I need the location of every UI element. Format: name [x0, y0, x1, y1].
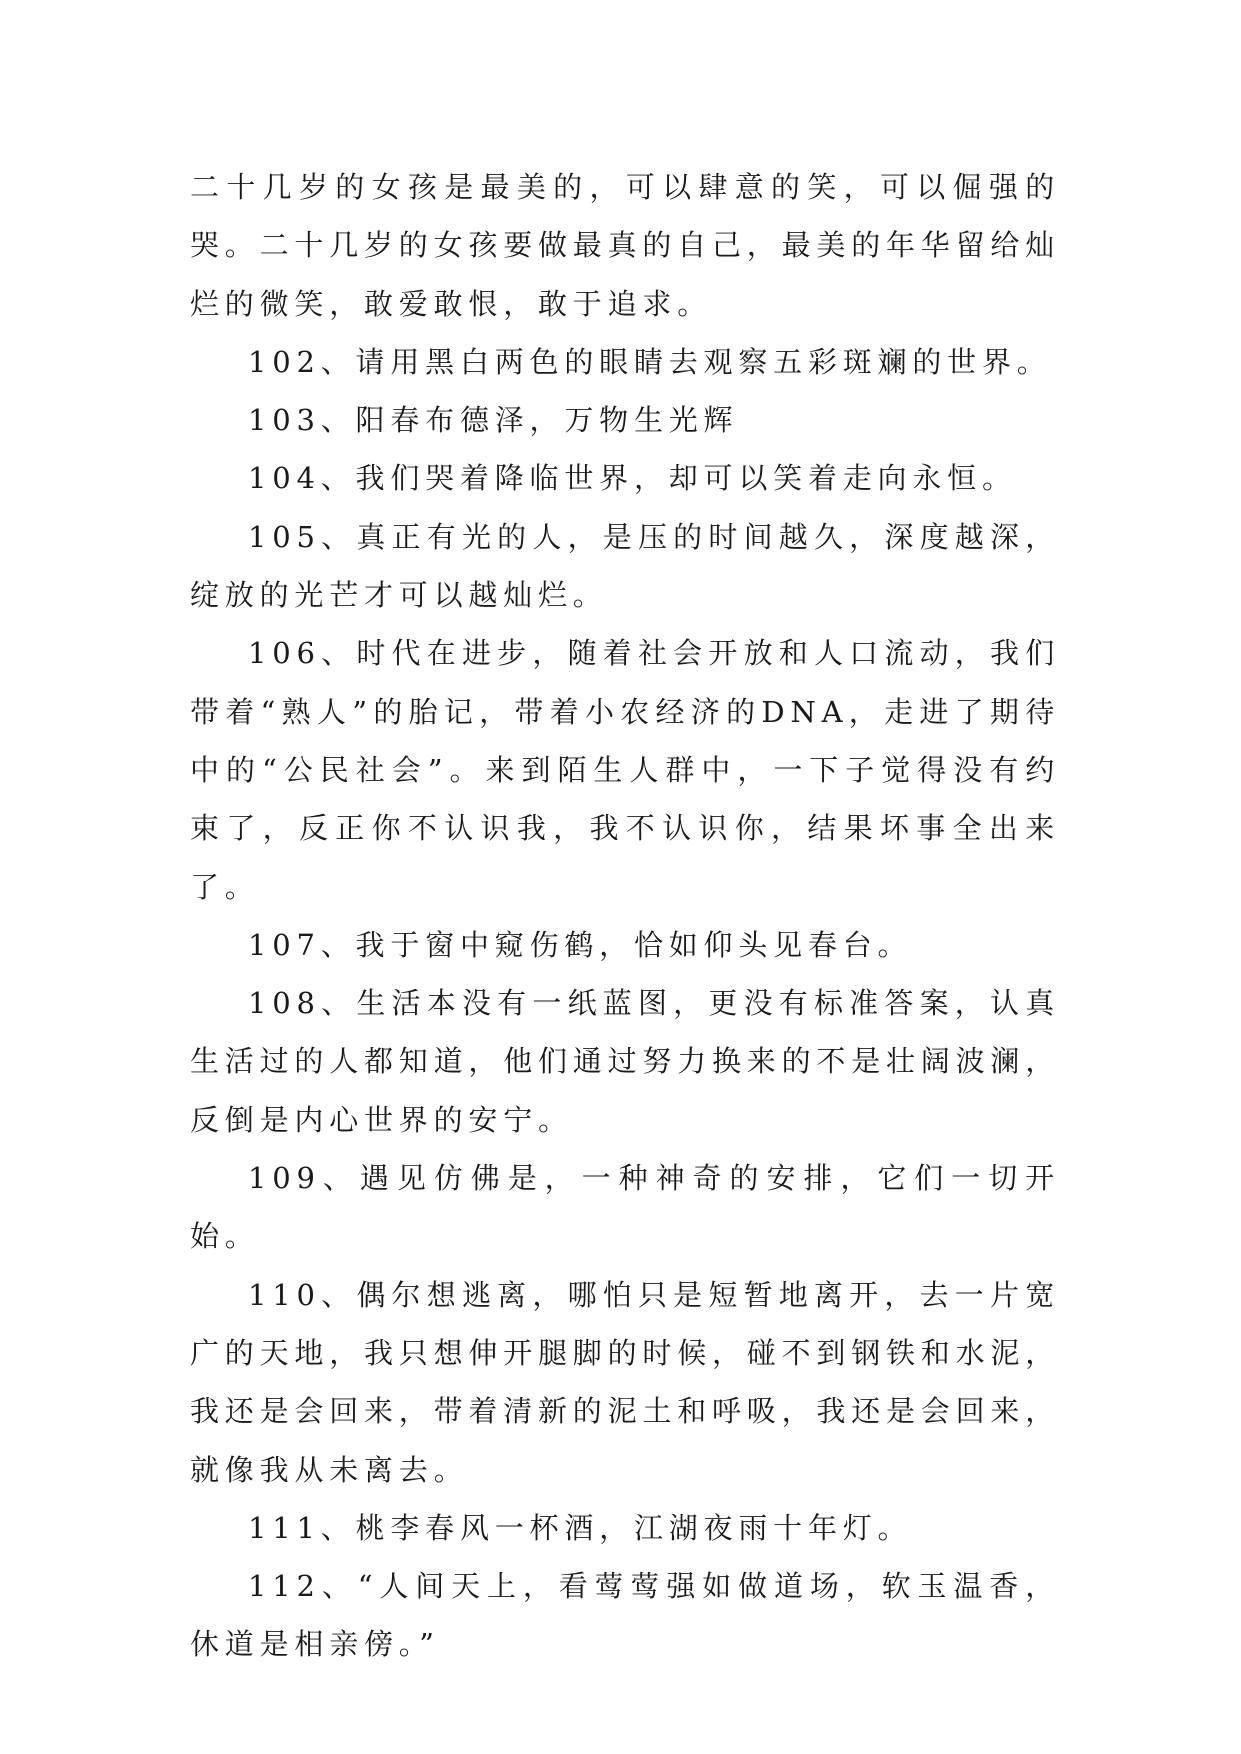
paragraph-111: 111、桃李春风一杯酒，江湖夜雨十年灯。 [248, 1510, 913, 1545]
paragraph-107: 107、我于窗中窥伤鹤，恰如仰头见春台。 [248, 927, 913, 962]
paragraph-108: 108、生活本没有一纸蓝图，更没有标准答案，认真生活过的人都知道，他们通过努力换来的不是壮阔波澜，反倒是内心世界的安宁。 [190, 986, 1061, 1137]
paragraph-104: 104、我们哭着降临世界，却可以笑着走向永恒。 [248, 461, 1017, 496]
paragraph-101-continuation: 二十几岁的女孩是最美的，可以肆意的笑，可以倔强的哭。二十几岁的女孩要做最真的自己，最美的年华留给灿烂的微笑，敢爱敢恨，敢于追求。 [190, 170, 1061, 321]
document-body [190, 158, 1060, 1674]
paragraph-102: 102、请用黑白两色的眼睛去观察五彩斑斓的世界。 [248, 344, 1052, 379]
paragraph-106: 106、时代在进步，随着社会开放和人口流动，我们带着“熟人”的胎记，带着小农经济的DNA，走进了期待中的“公民社会”。来到陌生人群中，一下子觉得没有约束了，反正你不认识我，我不认识你，结果坏事全出来了。 [190, 636, 1060, 904]
paragraph-112: 112、“人间天上，看莺莺强如做道场，软玉温香，休道是相亲傍。” [190, 1569, 1060, 1662]
paragraph-109: 109、遇见仿佛是，一种神奇的安排，它们一切开始。 [190, 1161, 1060, 1254]
paragraph-103: 103、阳春布德泽，万物生光辉 [248, 403, 739, 438]
paragraph-105: 105、真正有光的人，是压的时间越久，深度越深，绽放的光芒才可以越灿烂。 [190, 519, 1060, 613]
paragraph-110: 110、偶尔想逃离，哪怕只是短暂地离开，去一片宽广的天地，我只想伸开腿脚的时候，碰不到钢铁和水泥，我还是会回来，带着清新的泥土和呼吸，我还是会回来，就像我从未离去。 [190, 1277, 1061, 1487]
